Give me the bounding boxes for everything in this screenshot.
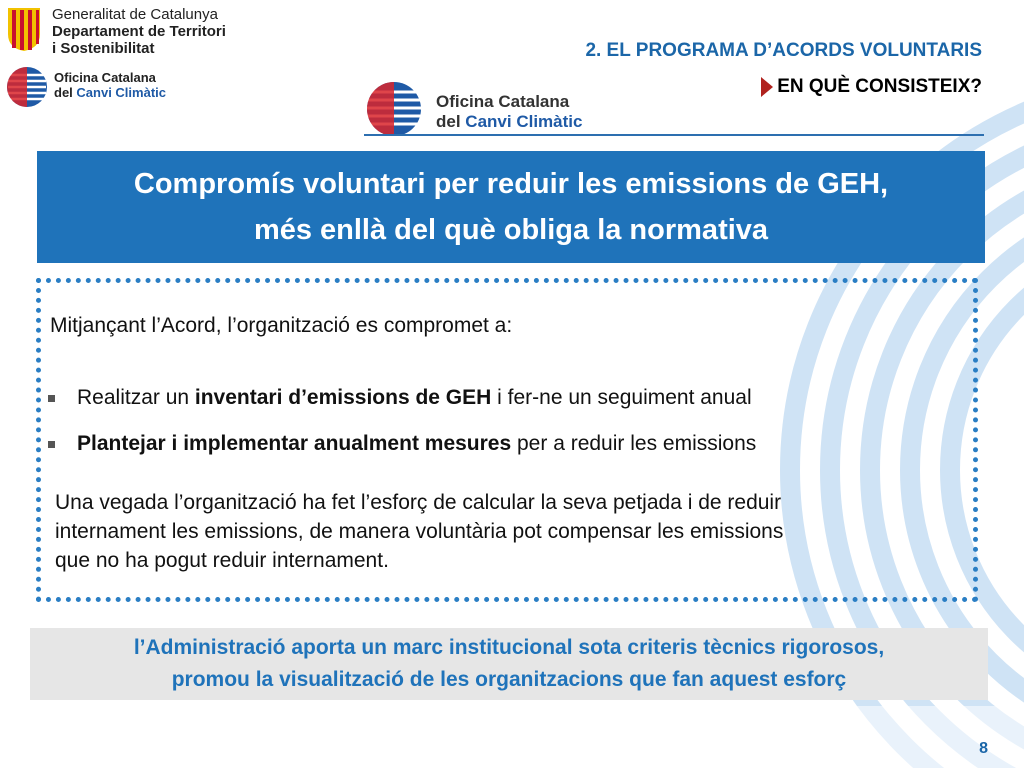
occ-name-line2b: Canvi Climàtic [76, 85, 166, 100]
occ-large-line1: Oficina Catalana [436, 92, 570, 111]
department-name: Departament de Territori [52, 23, 226, 40]
section-subtitle-text: EN QUÈ CONSISTEIX? [777, 76, 982, 97]
bullet2-post: per a reduir les emissions [511, 432, 757, 455]
section-title: 2. EL PROGRAMA D’ACORDS VOLUNTARIS [585, 40, 982, 61]
square-bullet-icon [48, 395, 55, 402]
para-line1: Una vegada l’organització ha fet l’esforç de calcular la seva petjada i de reduir [55, 491, 782, 514]
page-number: 8 [979, 740, 988, 757]
headline-banner [37, 151, 985, 263]
conclusion-box [30, 628, 988, 700]
para-line3: que no ha pogut reduir internament. [55, 549, 389, 572]
list-item [46, 421, 756, 467]
occ-emblem-large-icon [364, 80, 426, 138]
generalitat-logo [6, 6, 236, 56]
conclusion-line1: l’Administració aporta un marc institucional sota criteris tècnics rigorosos, [133, 636, 885, 659]
bullet1-pre: Realitzar un [77, 386, 195, 409]
headline-line2: més enllà del què obliga la normativa [253, 214, 769, 246]
conclusion-line2: promou la visualització de les organitzacions que fan aquest esforç [171, 668, 847, 691]
triangle-bullet-icon [761, 77, 773, 97]
occ-name-line1: Oficina Catalana [54, 70, 156, 85]
bullet1-post: i fer-ne un seguiment anual [491, 386, 752, 409]
header-divider [364, 134, 984, 136]
compensation-paragraph [55, 488, 965, 575]
gencat-name: Generalitat de Catalunya [52, 6, 218, 23]
square-bullet-icon [48, 441, 55, 448]
intro-text: Mitjançant l’Acord, l’organització es compromet a: [50, 314, 513, 337]
occ-emblem-icon [6, 66, 48, 108]
bullet2-bold: Plantejar i implementar anualment mesures [77, 432, 512, 455]
bullet1-bold: inventari d’emissions de GEH [194, 386, 492, 409]
occ-large-line2b: Canvi Climàtic [465, 112, 583, 131]
occ-logo-large [364, 80, 614, 142]
para-line2: internament les emissions, de manera voluntària pot compensar les emissions [55, 520, 784, 543]
occ-name-line2a: del [54, 85, 77, 100]
occ-large-line2a: del [436, 112, 466, 131]
senyera-icon [6, 6, 42, 52]
list-item [46, 375, 756, 421]
headline-line1: Compromís voluntari per reduir les emissions de GEH, [133, 168, 889, 200]
occ-logo-small [6, 66, 206, 112]
section-subtitle [761, 76, 982, 98]
department-name-cont: i Sostenibilitat [52, 40, 155, 57]
bullet-list [46, 375, 756, 467]
